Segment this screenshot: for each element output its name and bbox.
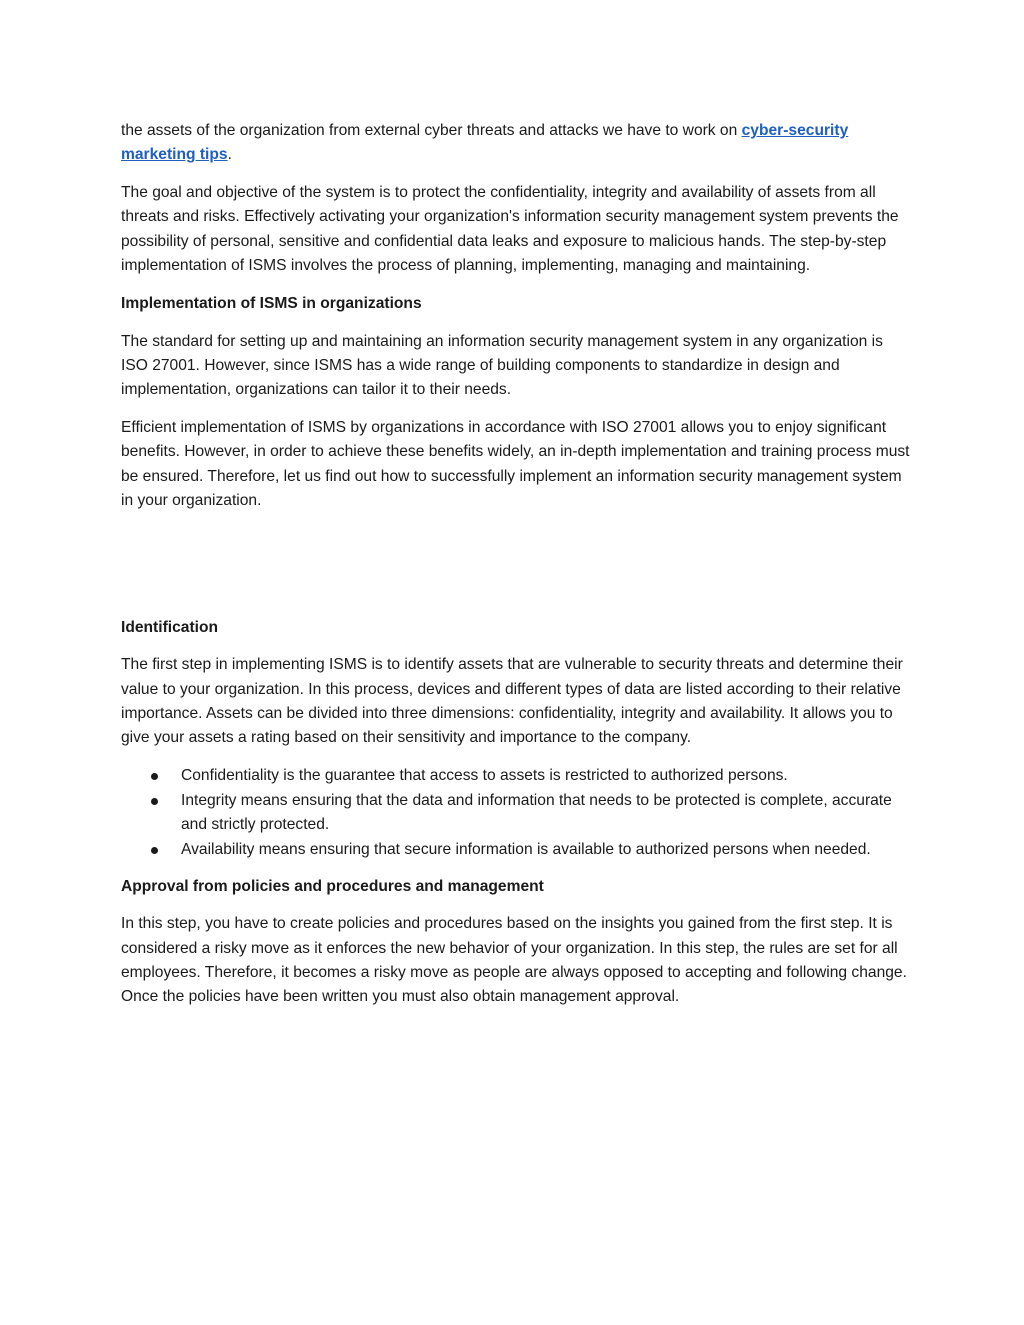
asset-dimensions-list [121, 764, 911, 862]
implementation-paragraph-standard: The standard for setting up and maintaining an information security management system in any organization is ISO 27001. However, since ISMS has a wide range of building components to standardize in design and implementation, organizations can tailor it to their needs. [121, 332, 883, 399]
implementation-heading: Implementation of ISMS in organizations [121, 294, 422, 312]
list-item [121, 764, 911, 788]
list-item [121, 789, 911, 838]
goal-paragraph: The goal and objective of the system is to protect the confidentiality, integrity and availability of assets from all threats and risks. Effectively activating your organization's information security management system prevents the possibility of personal, sensitive and confidential data leaks and exposure to malicious hands. The step-by-step implementation of ISMS involves the process of planning, implementing, managing and maintaining. [121, 184, 899, 274]
cyber-security-marketing-tips-link[interactable]: cyber-security marketing tips [121, 122, 849, 164]
document-body [121, 119, 911, 1023]
bullet-icon [151, 798, 158, 805]
intro-paragraph [121, 119, 911, 168]
list-item-text: Availability means ensuring that secure information is available to authorized persons when needed. [181, 841, 871, 859]
list-item-text: Confidentiality is the guarantee that access to assets is restricted to authorized persons. [181, 767, 788, 785]
intro-text: the assets of the organization from external cyber threats and attacks we have to work on [121, 122, 742, 139]
implementation-paragraph-benefits: Efficient implementation of ISMS by organizations in accordance with ISO 27001 allows you to enjoy significant benefits. However, in order to achieve these benefits widely, an in-depth implementation and training process must be ensured. Therefore, let us find out how to successfully implement an information security management system in your organization. [121, 418, 910, 509]
identification-heading: Identification [121, 618, 219, 636]
list-item [121, 838, 911, 862]
identification-paragraph: The first step in implementing ISMS is to identify assets that are vulnerable to security threats and determine their value to your organization. In this process, devices and different types of data are listed according to their relative importance. Assets can be divided into three dimensions: confidentiality, integrity and availability. It allows you to give your assets a rating based on their sensitivity and importance to the company. [121, 656, 903, 747]
bullet-icon [151, 773, 158, 780]
approval-paragraph: In this step, you have to create policies and procedures based on the insights you gained from the first step. It is considered a risky move as it enforces the new behavior of your organization. In this step, the rules are set for all employees. Therefore, it becomes a risky move as people are always opposed to accepting and following change. Once the policies have been written you must also obtain management approval. [121, 915, 907, 1006]
intro-trailing: . [227, 146, 232, 164]
bullet-icon [151, 847, 158, 854]
approval-heading: Approval from policies and procedures and management [121, 877, 544, 895]
blank-space [121, 527, 911, 616]
list-item-text: Integrity means ensuring that the data and information that needs to be protected is complete, accurate and strictly protected. [181, 792, 892, 834]
